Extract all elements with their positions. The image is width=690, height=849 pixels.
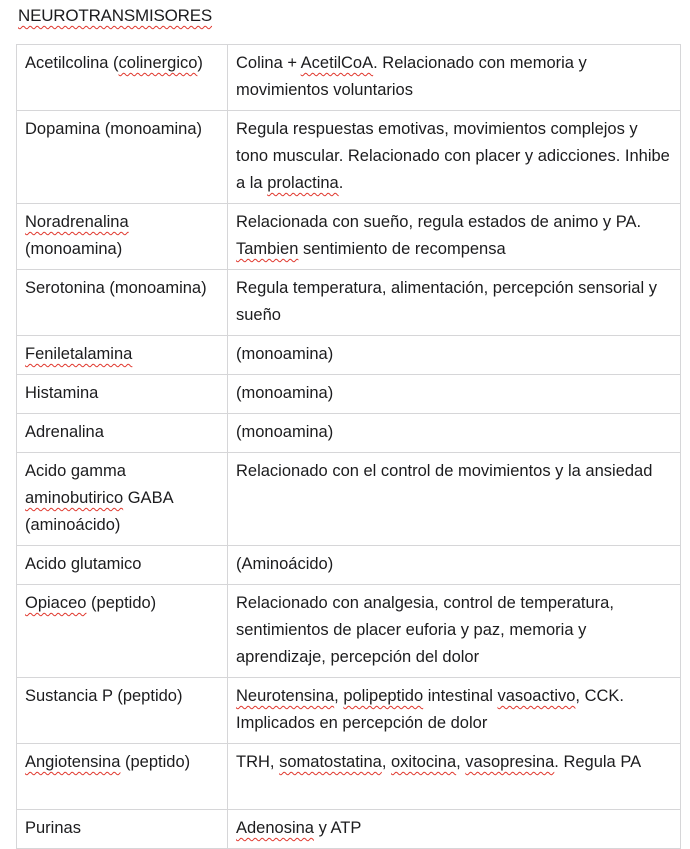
name-cell: Purinas [17, 810, 228, 849]
name-cell [17, 336, 228, 375]
spellcheck-word: vasoactivo [497, 687, 576, 705]
spellcheck-word: oxitocina [391, 753, 457, 771]
description-cell: Colina + AcetilCoA. Relacionado con memoria y movimientos voluntarios [228, 45, 681, 111]
spellcheck-word: aminobutirico [25, 489, 124, 507]
table-row [17, 375, 681, 414]
table-row [17, 678, 681, 744]
table-row [17, 414, 681, 453]
table-row [17, 453, 681, 546]
table-row [17, 111, 681, 204]
table-row [17, 744, 681, 810]
spellcheck-word: Adenosina [236, 819, 314, 837]
spellcheck-word: prolactina [267, 174, 339, 192]
name-cell: Acido glutamico [17, 546, 228, 585]
name-cell: Noradrenalina (monoamina) [17, 204, 228, 270]
spellcheck-word: Neurotensina [236, 687, 335, 705]
spellcheck-word: Feniletalamina [25, 345, 133, 363]
description-cell: Regula respuestas emotivas, movimientos complejos y tono muscular. Relacionado con placer y adicciones. Inhibe a la prolactina. [228, 111, 681, 204]
description-cell: Regula temperatura, alimentación, percepción sensorial y sueño [228, 270, 681, 336]
table-row [17, 204, 681, 270]
description-cell: Relacionado con el control de movimientos y la ansiedad [228, 453, 681, 546]
spellcheck-word: polipeptido [343, 687, 424, 705]
description-cell: TRH, somatostatina, oxitocina, vasopresina. Regula PA [228, 744, 681, 810]
name-cell: Acetilcolina (colinergico) [17, 45, 228, 111]
name-cell: Sustancia P (peptido) [17, 678, 228, 744]
spellcheck-word: colinergico [118, 54, 198, 72]
name-cell: Serotonina (monoamina) [17, 270, 228, 336]
neurotransmitter-table [16, 44, 681, 849]
table-row [17, 546, 681, 585]
description-cell: Relacionada con sueño, regula estados de animo y PA. Tambien sentimiento de recompensa [228, 204, 681, 270]
table-row [17, 336, 681, 375]
spellcheck-word: AcetilCoA [300, 54, 374, 72]
table-row [17, 810, 681, 849]
description-cell: Neurotensina, polipeptido intestinal vasoactivo, CCK. Implicados en percepción de dolor [228, 678, 681, 744]
spellcheck-word: Noradrenalina [25, 213, 129, 231]
page-title: NEUROTRANSMISORES [18, 6, 213, 25]
spellcheck-word: somatostatina [279, 753, 382, 771]
description-cell: (Aminoácido) [228, 546, 681, 585]
name-cell: Acido gamma aminobutirico GABA (aminoácido) [17, 453, 228, 546]
table-row [17, 270, 681, 336]
name-cell: Angiotensina (peptido) [17, 744, 228, 810]
spellcheck-word: Angiotensina [25, 753, 121, 771]
description-cell: (monoamina) [228, 336, 681, 375]
description-cell: (monoamina) [228, 414, 681, 453]
spellcheck-word: Opiaceo [25, 594, 87, 612]
spellcheck-word: vasopresina [465, 753, 555, 771]
name-cell: Histamina [17, 375, 228, 414]
description-cell: Relacionado con analgesia, control de temperatura, sentimientos de placer euforia y paz, memoria y aprendizaje, percepción del dolor [228, 585, 681, 678]
table-row [17, 585, 681, 678]
description-cell: Adenosina y ATP [228, 810, 681, 849]
spellcheck-word: Tambien [236, 240, 299, 258]
table-row [17, 45, 681, 111]
name-cell: Dopamina (monoamina) [17, 111, 228, 204]
name-cell: Adrenalina [17, 414, 228, 453]
description-cell: (monoamina) [228, 375, 681, 414]
name-cell: Opiaceo (peptido) [17, 585, 228, 678]
